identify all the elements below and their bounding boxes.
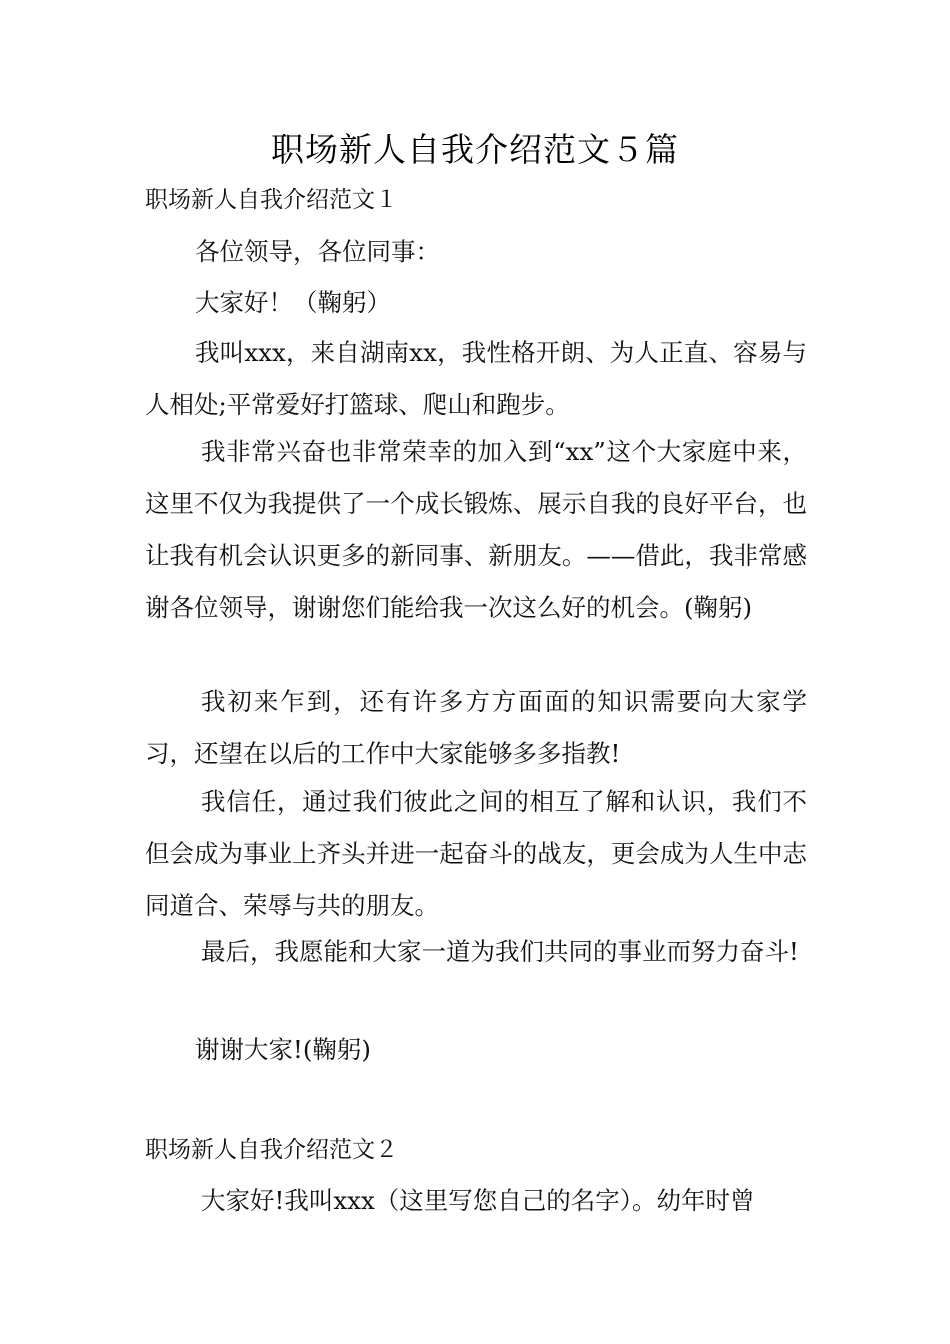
section-heading-1: 职场新人自我介绍范文１ — [145, 187, 398, 213]
paragraph-finally: 最后，我愿能和大家一道为我们共同的事业而努力奋斗! — [201, 937, 799, 966]
paragraph-trust: 我信任，通过我们彼此之间的相互了解和认识，我们不但会成为事业上齐头并进一起奋斗的战友，更会成为人生中志同道合、荣辱与共的朋友。 — [145, 787, 807, 920]
paragraph-intro: 我叫xxx，来自湖南xx，我性格开朗、为人正直、容易与人相处;平常爱好打篮球、爬山和跑步。 — [145, 338, 807, 419]
section-heading-2: 职场新人自我介绍范文２ — [145, 1137, 398, 1163]
document-title: 职场新人自我介绍范文５篇 — [271, 130, 679, 169]
paragraph-hello: 大家好！（鞠躬） — [195, 288, 391, 317]
paragraph-excited: 我非常兴奋也非常荣幸的加入到“xx”这个大家庭中来，这里不仅为我提供了一个成长锻炼、展示自我的良好平台，也让我有机会认识更多的新同事、新朋友。——借此，我非常感谢各位领导，谢谢您们能给我一次这么好的机会。(鞠躬) — [145, 437, 807, 622]
paragraph-new-arrival: 我初来乍到，还有许多方方面面的知识需要向大家学习，还望在以后的工作中大家能够多多指教! — [145, 687, 807, 768]
paragraph-greeting: 各位领导，各位同事： — [195, 237, 440, 266]
paragraph-section2-intro: 大家好!我叫xxx（这里写您自己的名字）。幼年时曾 — [201, 1186, 755, 1215]
paragraph-thanks: 谢谢大家!(鞠躬) — [195, 1035, 371, 1064]
